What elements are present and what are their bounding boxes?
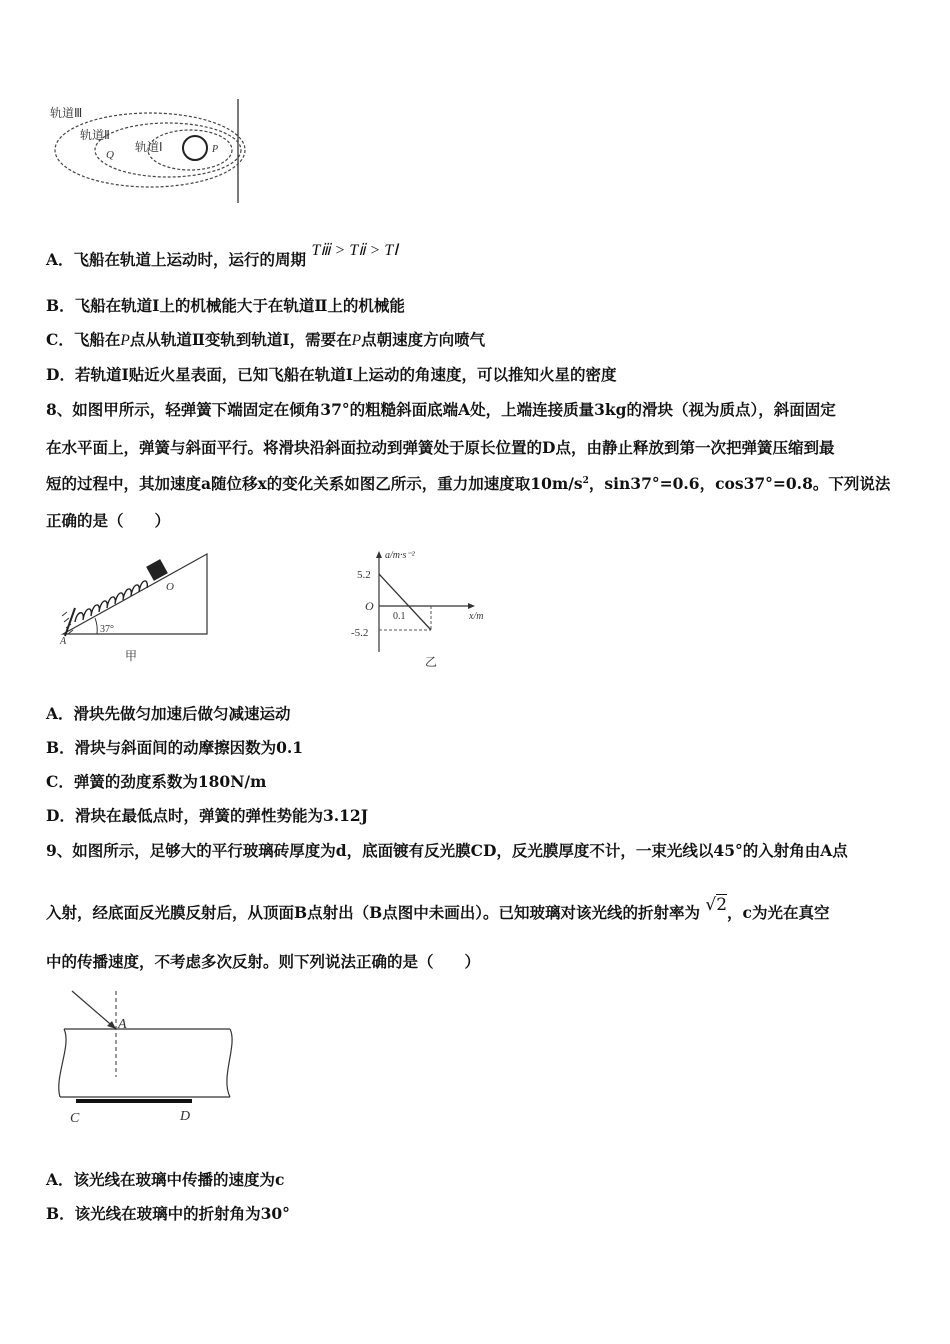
- q9-stem-line2: [46, 895, 830, 923]
- q9-option-a: A．该光线在玻璃中传播的速度为c: [46, 1170, 285, 1189]
- accel-graph-figure: [335, 548, 505, 670]
- q7-option-c-part1: C．飞船在: [46, 330, 121, 349]
- sqrt-radicand: 2: [716, 895, 728, 915]
- q8-option-c: C．弹簧的劲度系数为180N/m: [46, 772, 267, 791]
- q9-option-b: B．该光线在玻璃中的折射角为30°: [46, 1204, 290, 1223]
- q7-option-c: [46, 328, 485, 350]
- angle-arc: [95, 618, 97, 634]
- q9-stem-line2-a: 入射，经底面反光膜反射后，从顶面B点射出（B点图中未画出）。已知玻璃对该光线的折射率为: [46, 903, 700, 922]
- q8-stem-line1: 8、如图甲所示，轻弹簧下端固定在倾角37°的粗糙斜面底端A处，上端连接质量3kg的滑块（视为质点），斜面固定: [46, 400, 836, 419]
- x-axis-arrow: [468, 603, 475, 609]
- caption-yi: 乙: [425, 655, 438, 669]
- point-a-label: A: [118, 1017, 127, 1032]
- q8-stem-line3-sup: 2: [582, 475, 589, 486]
- label-o: O: [166, 581, 174, 593]
- q8-option-a: A．滑块先做匀加速后做匀减速运动: [46, 704, 291, 723]
- q8-stem-line4: 正确的是（ ）: [46, 511, 171, 530]
- point-p-label: P: [212, 144, 219, 155]
- point-c-label: C: [70, 1111, 80, 1126]
- q7-option-c-part3: 点朝速度方向喷气: [361, 330, 486, 349]
- q8-stem-line2: 在水平面上，弹簧与斜面平行。将滑块沿斜面拉动到弹簧处于原长位置的D点，由静止释放到第一次把弹簧压缩到最: [46, 438, 835, 457]
- mars-circle: [183, 136, 207, 160]
- orbit-2-label: 轨道Ⅱ: [80, 128, 110, 142]
- caption-jia: 甲: [125, 649, 138, 663]
- orbit-2-ellipse: [95, 123, 241, 177]
- x-axis-label: x/m: [469, 611, 484, 622]
- incident-ray: [72, 991, 116, 1029]
- q7-option-b: B．飞船在轨道Ⅰ上的机械能大于在轨道Ⅱ上的机械能: [46, 296, 405, 315]
- label-a: A: [60, 636, 67, 647]
- q7-option-a: [46, 242, 398, 270]
- q8-stem-line3-b: ，sin37°=0.6，cos37°=0.8。下列说法: [588, 474, 891, 493]
- q8-option-b: B．滑块与斜面间的动摩擦因数为0.1: [46, 738, 304, 757]
- q8-option-d: D．滑块在最低点时，弹簧的弹性势能为3.12J: [46, 806, 369, 825]
- point-q-label: Q: [106, 149, 114, 161]
- point-d-label: D: [180, 1109, 191, 1124]
- q9-stem-line3: 中的传播速度，不考虑多次反射。则下列说法正确的是（ ）: [46, 952, 481, 971]
- q7-option-c-p2: P: [351, 332, 362, 349]
- q7-option-a-formula: Tⅲ > Tⅱ > TⅠ: [311, 242, 398, 259]
- incline-figure: [55, 550, 215, 668]
- x-tick: 0.1: [393, 611, 406, 622]
- y-axis-arrow: [376, 551, 382, 558]
- q8-stem-line3: [46, 472, 890, 494]
- q7-option-a-text: A．飞船在轨道上运动时，运行的周期: [46, 250, 307, 269]
- y-top-tick: 5.2: [357, 569, 371, 581]
- y-bottom-tick: -5.2: [351, 627, 369, 639]
- incline-triangle: [63, 554, 207, 634]
- q7-option-d: D．若轨道Ⅰ贴近火星表面，已知飞船在轨道Ⅰ上运动的角速度，可以推知火星的密度: [46, 365, 617, 384]
- angle-label: 37°: [100, 624, 114, 635]
- q7-option-c-part2: 点从轨道Ⅱ变轨到轨道Ⅰ，需要在: [129, 330, 352, 349]
- q7-option-c-p1: P: [120, 332, 130, 349]
- sqrt-two: √2: [705, 895, 728, 915]
- orbit-1-label: 轨道Ⅰ: [135, 140, 163, 154]
- q9-stem-line2-b: ，c为光在真空: [727, 903, 830, 922]
- origin-label: O: [365, 599, 374, 613]
- glass-slab-figure: [50, 985, 250, 1130]
- q8-stem-line3-a: 短的过程中，其加速度a随位移x的变化关系如图乙所示，重力加速度取10m/s: [46, 474, 583, 493]
- orbit-3-label: 轨道Ⅲ: [50, 106, 83, 120]
- slab-left-edge: [59, 1029, 66, 1097]
- orbit-figure: [40, 95, 250, 207]
- q9-stem-line1: 9、如图所示，足够大的平行玻璃砖厚度为d，底面镀有反光膜CD，反光膜厚度不计，一束光线以45°的入射角由A点: [46, 841, 848, 860]
- slab-right-edge: [227, 1029, 232, 1097]
- y-axis-label: a/m·s⁻²: [385, 550, 415, 561]
- spring: [75, 581, 147, 622]
